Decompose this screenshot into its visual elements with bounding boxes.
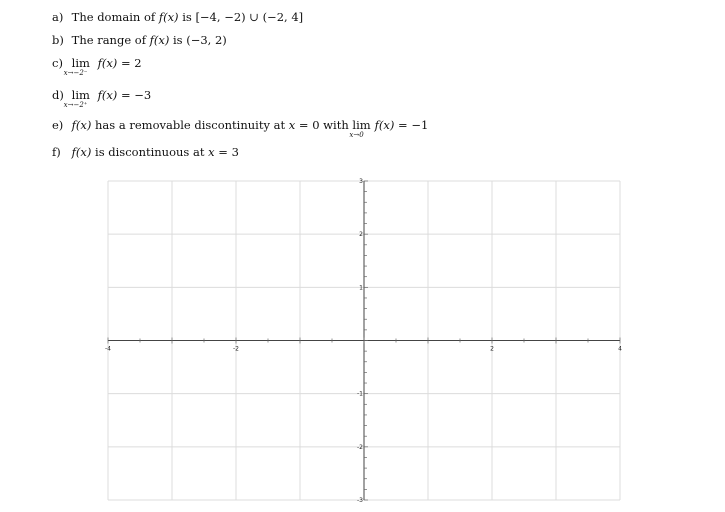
limit-text: lim: [71, 88, 90, 102]
y-tick-label: -1: [357, 390, 363, 398]
item-label: e): [52, 118, 64, 132]
limit-text: lim: [71, 56, 90, 70]
y-tick-label: -2: [357, 443, 363, 451]
statement-text: is: [178, 10, 196, 24]
limit-value: = −3: [117, 88, 152, 102]
discontinuity-value: = 3: [214, 145, 239, 159]
y-tick-label: -3: [357, 497, 363, 504]
x-tick-label: 2: [490, 345, 494, 353]
range-value: (−3, 2): [186, 33, 227, 47]
item-label: c): [52, 56, 63, 70]
domain-value: [−4, −2) ∪ (−2, 4]: [195, 10, 304, 24]
statement-text: has a removable discontinuity at: [91, 118, 289, 132]
statement-text: = 0 with: [295, 118, 353, 132]
function-expr: f(x): [158, 10, 179, 24]
function-expr: f(x): [71, 118, 92, 132]
statement-text: is discontinuous at: [91, 145, 209, 159]
limit-value: = 2: [117, 56, 142, 70]
x-tick-label: 4: [618, 345, 622, 353]
function-expr: f(x): [97, 56, 118, 70]
variable: x: [288, 118, 296, 132]
function-expr: f(x): [374, 118, 395, 132]
x-tick-label: -2: [233, 345, 239, 353]
function-expr: f(x): [71, 145, 92, 159]
statement-text: The domain of: [71, 10, 159, 24]
function-expr: f(x): [97, 88, 118, 102]
function-expr: f(x): [149, 33, 170, 47]
statement-text: is: [169, 33, 187, 47]
limit-value: = −1: [394, 118, 429, 132]
limit-text: lim: [352, 118, 371, 132]
y-tick-label: 1: [359, 284, 363, 292]
y-tick-label: 3: [359, 178, 363, 185]
statement-text: The range of: [71, 33, 150, 47]
item-label: a): [52, 10, 64, 24]
variable: x: [208, 145, 215, 159]
y-tick-label: 2: [359, 231, 363, 239]
item-label: d): [52, 88, 64, 102]
limit-subscript: x→−2⁺: [63, 101, 88, 109]
limit-subscript: x→0: [349, 131, 364, 139]
item-label: b): [52, 33, 64, 47]
item-label: f): [52, 145, 61, 159]
x-tick-label: -4: [105, 345, 111, 353]
limit-subscript: x→−2⁻: [63, 69, 88, 77]
